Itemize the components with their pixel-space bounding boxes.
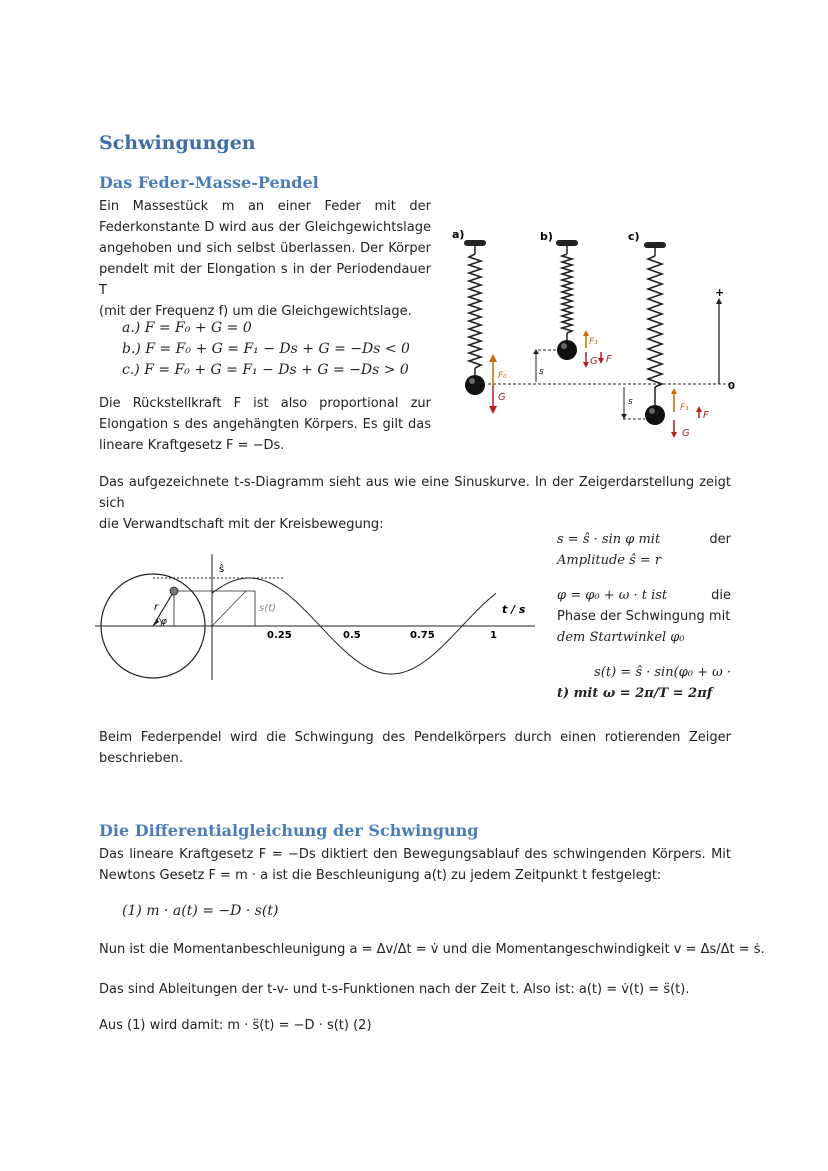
force-equations xyxy=(122,318,410,381)
formula-s: s = ŝ · sin φ mit xyxy=(557,532,661,547)
label-g-b: G xyxy=(590,356,598,367)
axis-plus: + xyxy=(715,286,725,299)
equation-b: b.) F = F₀ + G = F₁ − Ds + G = −Ds < 0 xyxy=(122,341,410,357)
label-f0: F₀ xyxy=(498,371,507,381)
restoring-line: lineare Kraftgesetz F = −Ds. xyxy=(99,438,285,453)
restoring-line: Elongation s des angehängten Körpers. Es gilt das xyxy=(99,417,431,432)
label-r: r xyxy=(154,602,159,613)
intro-line: (mit der Frequenz f) um die Gleichgewichtslage. xyxy=(99,304,412,319)
amplitude-line: Amplitude ŝ = r xyxy=(557,553,662,568)
equation-a: a.) F = F₀ + G = 0 xyxy=(122,320,252,336)
formula-omega: t) mit ω = 2π/T = 2πf xyxy=(557,686,713,701)
word-der: der xyxy=(709,532,731,547)
phase-line: Phase der Schwingung mit xyxy=(557,609,731,624)
label-st: s(t) xyxy=(259,603,276,614)
intro-line: Ein Massestück m an einer Feder mit der xyxy=(99,199,431,214)
phasor-point xyxy=(170,587,178,595)
ts-diagram-paragraph xyxy=(99,472,731,535)
kraftgesetz-line: Newtons Gesetz F = m · a ist die Beschleunigung a(t) zu jedem Zeitpunkt t festgelegt: xyxy=(99,868,662,883)
formula-st: s(t) = ŝ · sin(φ₀ + ω · xyxy=(594,665,731,680)
label-s-b: s xyxy=(539,367,544,377)
spring-c xyxy=(644,242,666,425)
label-f-c: F xyxy=(703,410,709,421)
label-s-hat: ŝ xyxy=(219,564,225,575)
label-f1-c: F₁ xyxy=(680,403,689,413)
axis-zero: 0 xyxy=(728,381,735,392)
kraftgesetz-line: Das lineare Kraftgesetz F = −Ds diktiert den Bewegungsablauf des schwingenden Körpers. Mit xyxy=(99,847,731,862)
ts-line: die Verwandtschaft mit der Kreisbewegung: xyxy=(99,517,384,532)
label-t-axis: t / s xyxy=(502,603,526,616)
figure-label-b: b) xyxy=(540,230,553,243)
section-heading-differentialgleichung: Die Differentialgleichung der Schwingung xyxy=(99,821,479,840)
conclusion-line: Beim Federpendel wird die Schwingung des Pendelkörpers durch einen rotierenden Zeiger xyxy=(99,730,731,745)
label-s-c: s xyxy=(628,397,633,407)
tick-1: 1 xyxy=(490,630,497,641)
label-f-b: F xyxy=(606,354,612,365)
momentan-line: Nun ist die Momentanbeschleunigung a = Δv/Δt = v̇ und die Momentangeschwindigkeit v = Δs/Δt = ṡ. xyxy=(99,942,765,957)
phasor-sine-diagram xyxy=(95,548,540,683)
intro-line: angehoben und sich selbst überlassen. Der Körper xyxy=(99,241,431,256)
intro-paragraph xyxy=(99,196,431,322)
spring-b xyxy=(556,240,578,360)
label-g-c: G xyxy=(682,428,690,439)
kraftgesetz-paragraph xyxy=(99,844,731,886)
label-g-a: G xyxy=(498,392,506,403)
spring-pendulum-figure xyxy=(448,222,743,447)
ableitungen-line: Das sind Ableitungen der t-v- und t-s-Funktionen nach der Zeit t. Also ist: a(t) = v̇(t) = s̈(t). xyxy=(99,982,690,997)
conclusion-paragraph xyxy=(99,727,731,769)
formula-phi: φ = φ₀ + ω · t ist xyxy=(557,588,668,603)
label-phi: φ xyxy=(161,617,167,627)
figure-label-a: a) xyxy=(452,228,465,241)
word-die: die xyxy=(711,588,731,603)
ts-line: Das aufgezeichnete t-s-Diagramm sieht aus wie eine Sinuskurve. In der Zeigerdarstellung zeigt sich xyxy=(99,475,731,511)
tick-0.5: 0.5 xyxy=(343,630,361,641)
section-heading-feder-masse-pendel: Das Feder-Masse-Pendel xyxy=(99,173,319,192)
equation-c: c.) F = F₀ + G = F₁ − Ds + G = −Ds > 0 xyxy=(122,362,409,378)
result-line: Aus (1) wird damit: m · s̈(t) = −D · s(t) (2) xyxy=(99,1018,372,1033)
figure-label-c: c) xyxy=(628,230,640,243)
intro-line: pendelt mit der Elongation s in der Periodendauer T xyxy=(99,262,431,298)
restoring-force-paragraph xyxy=(99,393,431,456)
intro-line: Federkonstante D wird aus der Gleichgewichtslage xyxy=(99,220,431,235)
spring-a xyxy=(464,240,486,395)
tick-0.25: 0.25 xyxy=(267,630,292,641)
tick-0.75: 0.75 xyxy=(410,630,435,641)
page-title: Schwingungen xyxy=(99,132,256,154)
label-f1-b: F₁ xyxy=(589,337,598,347)
equation-1: (1) m · a(t) = −D · s(t) xyxy=(122,903,279,919)
conclusion-line: beschrieben. xyxy=(99,751,183,766)
phasor-explanation xyxy=(557,529,731,704)
restoring-line: Die Rückstellkraft F ist also proportional zur xyxy=(99,396,431,411)
start-angle-line: dem Startwinkel φ₀ xyxy=(557,630,685,645)
